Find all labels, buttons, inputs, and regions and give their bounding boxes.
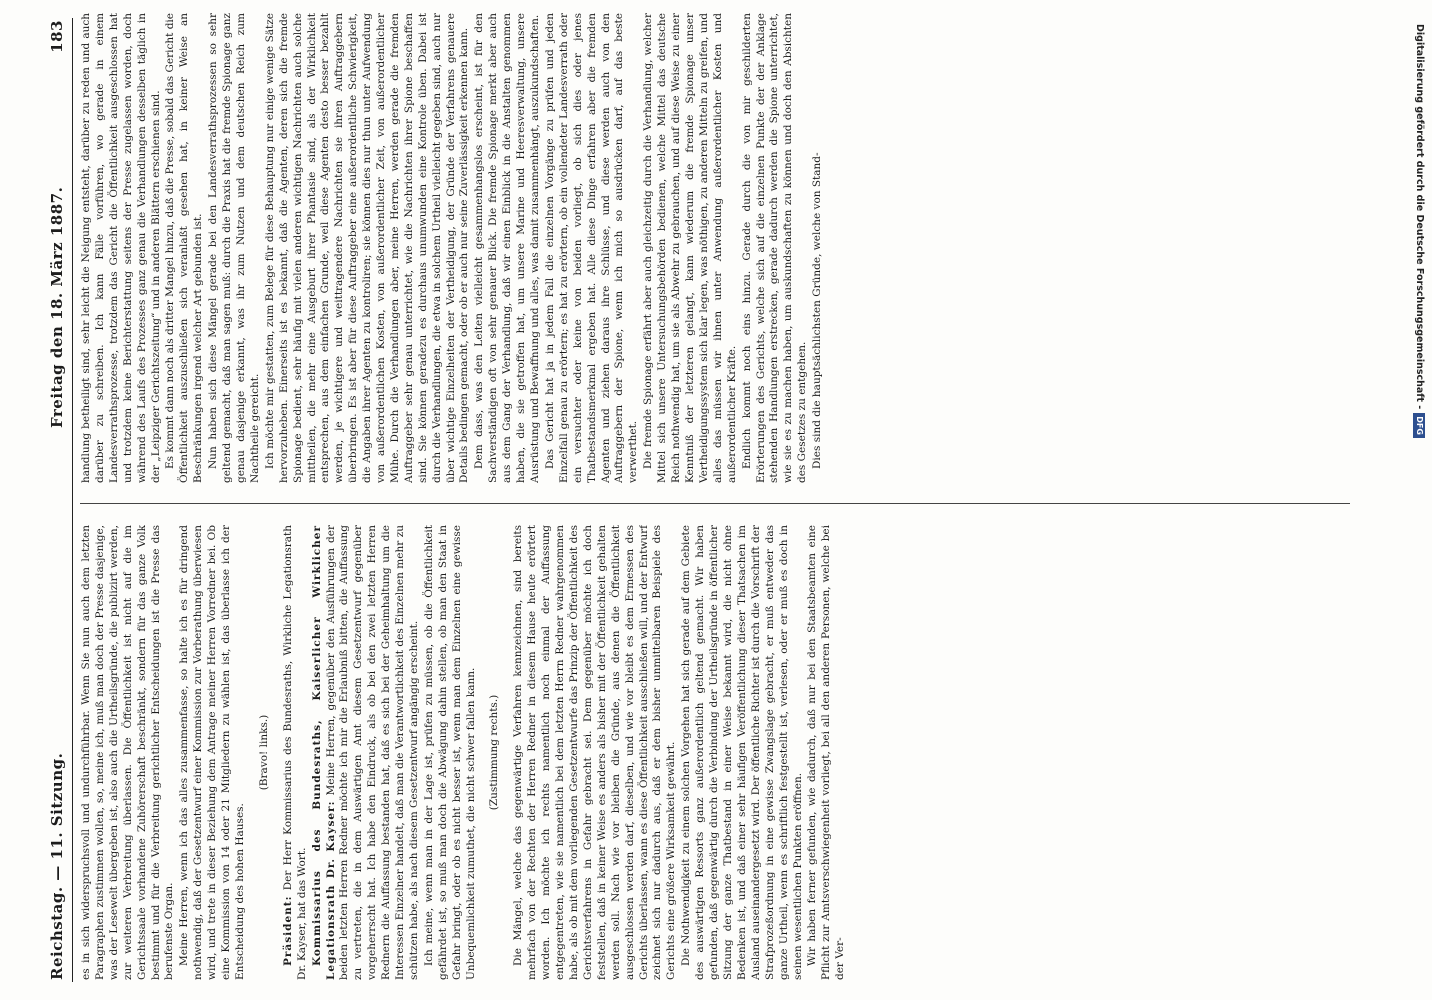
body-paragraph: handlung betheiligt sind, sehr leicht die Neigung entsteht, darüber zu reden und auch darüber zu schreiben. Ich kann Fälle vorführen, wo gerade in einem Landesverrathsprozesse, trotzdem das Gericht die Öffentlichkeit ausgeschlossen hat und trotzdem keine Berichterstattung seitens der Presse zugelassen worden, doch während des Laufs des Prozesses ganz genau die Verhandlungen desselben täglich in der „Leipziger Gerichtszeitung“ und in anderen Blättern erschienen sind.	[80, 13, 162, 483]
body-paragraph: Endlich kommt noch eins hinzu. Gerade durch die von mir geschilderten Erörterungen des Gerichts, welche sich auf die einzelnen Punkte der der Anklage stehenden Handlungen erstrecken, gerade dadurch werden die Spione unterrichtet, wie sie es zu machen haben, um auskundschaften zu können und doch den Absichten des Gesetzes zu entgehen.	[740, 13, 809, 483]
page-header	[48, 12, 70, 988]
stage-direction: (Zustimmung rechts.)	[488, 694, 501, 811]
speaker-name: Kommissarius des Bundesraths, Kaiserlicher Wirklicher Legationsrath Dr. Kayser:	[310, 525, 337, 980]
header-rule	[72, 18, 73, 982]
body-paragraph: Das Gericht hat ja in jedem Fall die einzelnen Vorgänge zu prüfen und jeden Einzelfall genau zu erörtern; es hat zu erörtern, ob ein vollendeter Landesverrath oder ein versuchter oder keine von beiden vorliegt, ob sich dies oder jenes Thatbestandsmerkmal ergeben hat. Alle diese Dinge erfahren aber die fremden Agenten und ziehen daraus ihre Schlüsse, und diese werden auch von den Auftraggebern der Spione, wenn ich mich so ausdrücken darf, auf das beste verwerthet.	[543, 13, 640, 483]
body-paragraph: Ich möchte mir gestatten, zum Belege für diese Behauptung nur einige wenige Sätze hervorzuheben. Einerseits ist es bekannt, daß die Agenten, deren sich die fremde Spionage bedient, sehr häufig mit vielen anderen wichtigen Nachrichten auch solche mittheilen, die mehr eine Ausgeburt ihrer Phantasie sind, als der Wirklichkeit entsprechen, aus dem einfachen Grunde, weil diese Agenten desto besser bezahlt werden, je wichtigere und weittragendere Nachrichten sie ihren Auftraggebern überbringen. Es ist aber für diese Auftraggeber eine außerordentliche Schwierigkeit, die Angaben ihrer Agenten zu kontroliren; sie können dies nur thun unter Aufwendung von außerordentlichen Kosten, von außerordentlicher Zeit, von außerordentlicher Mühe. Durch die Verhandlungen aber, meine Herren, werden gerade die fremden Auftraggeber sehr genau unterrichtet, wie die Nachrichten ihrer Spione beschaffen sind. Sie können geradezu es durchaus unumwunden eine Kontrole üben. Dabei ist durch die Verhandlungen, die etwa in solchem Urtheil vielleicht gegeben sind, auch nur über wichtige Einzelheiten der Vertheidigung, der Gründe der Verfahrens genauere Details bedingen gemacht, oder ob er auch nur seine Zuverlässigkeit erkennen kann.	[263, 13, 471, 483]
header-page-number: 183	[48, 20, 66, 53]
body-paragraph: Die Nothwendigkeit zu einem solchen Vorgehen hat sich gerade auf dem Gebiete des auswärtigen Ressorts ganz außerordentlich geltend gemacht. Wir haben gefunden, daß gegenwärtig durch die Verbindung der Urtheilsgründe in öffentlicher Sitzung der ganze Thatbestand in einer Weise bekannt wird, die nicht ohne Bedenken ist, und daß einer sehr häufigen Veröffentlichung dieser Thatsachen im Ausland auseinandergesetzt wird. Der öffentliche Richter ist durch die Vorschrift der Strafprozeßordnung in eine gewisse Zwangslage gebracht, er muß entweder das ganze Urtheil, wenn es schriftlich festgestellt ist, verlesen, oder er muß es doch in seinen wesentlichen Punkten eröffnen.	[680, 525, 804, 980]
body-paragraph: es in sich widerspruchsvoll und undurchführbar. Wenn Sie nun auch dem letzten Paragraphen zustimmen wollen, so, meine ich, muß man doch der Presse dasjenige, was der Lesewelt übergeben ist, also auch die Urtheilsgründe, die publizirt werden, zur weiteren Verbreitung überlassen. Die Öffentlichkeit ist nicht auf die im Gerichtssaale vorhandene Zuhörerschaft beschränkt, sondern für das ganze Volk bestimmt und für die Verbreitung gerichtlicher Entscheidungen ist die Presse das berufenste Organ.	[80, 525, 176, 980]
speech-text: Der Herr Kommissarius des Bundesraths, Wirkliche Legationsrath Dr. Kayser, hat das Wort.	[281, 525, 308, 980]
dfg-logo: DFG	[1414, 413, 1426, 438]
body-paragraph: Die Mängel, welche das gegenwärtige Verfahren kennzeichnen, sind bereits mehrfach von der Rechten der Herren Redner in diesem Hause heute erörtert worden. Ich möchte ich rechts namentlich noch einmal der Auffassung entgegentreten, wie sie namentlich bei dem letzten Herrn Redner wahrgenommen habe, als ob mit dem vorliegenden Gesetzentwurfe das Prinzip der Öffentlichkeit des Gerichtsverfahrens in Gefahr gebracht sei. Dem gegenüber möchte ich doch feststellen, daß in keiner Weise es anders als bisher mit der Öffentlichkeit gehalten werden soll. Nach wie vor bleiben die Gründe, aus denen die Öffentlichkeit ausgeschlossen werden darf, dieselben, und wie vor bleibt es dem Ermessen des Gerichts überlassen, wann es diese Öffentlichkeit ausschließen will, und der Entwurf zeichnet sich nur dadurch aus, daß er dem bisher unmittelbaren Beispiele des Gerichts eine größere Wirksamkeit gewährt.	[512, 525, 678, 980]
speaker-paragraph	[282, 525, 310, 980]
digitization-note: Digitalisierung gefördert durch die Deutsche Forschungsgemeinschaft -	[1414, 24, 1425, 410]
speaker-paragraph	[311, 525, 422, 980]
column-divider	[80, 503, 1350, 504]
body-paragraph: Dies sind die hauptsächlichsten Gründe, welche von Stand-	[811, 152, 824, 469]
text-column-right	[80, 13, 1350, 483]
body-paragraph: Es kommt dann noch als dritter Mangel hinzu, daß die Presse, sobald das Gericht die Öffentlichkeit auszuschließen sich veranlaßt gesehen hat, in keiner Weise an Beschränkungen irgend welcher Art gebunden ist.	[164, 13, 205, 483]
body-paragraph: Nun haben sich diese Mängel gerade bei den Landesverrathsprozessen so sehr geltend gemacht, daß man sagen muß: durch die Praxis hat die fremde Spionage ganz genau dasjenige erkannt, was ihr zum Nutzen und dem deutschen Reich zum Nachtheile gereicht.	[207, 13, 261, 483]
body-paragraph: Die fremde Spionage erfährt aber auch gleichzeitig durch die Verhandlung, welcher Mittel sich unsere Untersuchungsbehörden bedienen, welche Mittel das deutsche Reich nothwendig hat, um sie als Abwehr zu gebrauchen, und auf diese Weise zu einer Kenntniß der letzteren gelangt, kann wiederum die fremde Spionage unser Vertheidigungssystem sich klar legen, was nöthigen, zu anderen Mitteln zu greifen, und alles das müssen wir ihnen unter Anwendung außerordentlicher Kosten und außerordentlicher Kräfte.	[642, 13, 738, 483]
digitization-sidebar	[1410, 24, 1430, 984]
body-paragraph: Ich meine, wenn man in der Lage ist, prüfen zu müssen, ob die Öffentlichkeit gefährdet ist, so muß man doch die Abwägung dahin stellen, ob man den Staat in Gefahr bringt, oder ob es nicht besser ist, wenn man dem Einzelnen eine gewisse Unbequemlichkeit zumuthet, die nicht schwer fallen kann.	[422, 525, 477, 980]
speaker-name: Präsident:	[281, 895, 294, 966]
digitization-credit	[1410, 24, 1428, 984]
header-date: Freitag den 18. März 1887.	[48, 186, 66, 428]
body-paragraph: Dem dass, was den Leiten vielleicht gesammenhangslos erscheint, ist für den Sachverständigen oft von sehr genauer Blick. Die fremde Spionage merkt aber auch aus dem Gang der Verhandlung, daß wir einen Einblick in die Anstalten genommen haben, die sie getroffen hat, um unsere Marine und Heeresverwaltung, unsere Ausrüstung und Bewaffnung und alles, was damit zusammenhängt, auszukundschaften.	[473, 13, 541, 483]
body-paragraph: Wir haben ferner gefunden, wie dadurch, daß nur bei den Staatsbeamten eine Pflicht zur Amtsverschwiegenheit vorliegt, bei all den anderen Personen, welche bei der Ver-	[806, 525, 847, 980]
text-column-left	[80, 525, 1350, 980]
speech-text: Meine Herren, gegenüber den Ausführungen der beiden letzten Herren Redner möchte ich mir die Erlaubniß bitten, die Auffassung zu vertreten, die in dem Auswärtigen Amt diesem Gesetzentwurf gegenüber vorgeherrscht hat. Ich habe den Eindruck, als ob bei den zwei letzten Herren Rednern die Auffassung bestanden hat, daß es sich bei der Geheimhaltung um die Interessen Einzelner handelt, daß man die Verantwortlichkeit des Einzelnen mehr zu schützen habe, als nach diesem Gesetzentwurf angängig erscheint.	[324, 525, 420, 980]
header-session: Reichstag. — 11. Sitzung.	[48, 752, 66, 980]
stage-direction: (Bravo! links.)	[257, 714, 270, 791]
body-paragraph: Meine Herren, wenn ich das alles zusammenfasse, so halte ich es für dringend nothwendig, daß der Gesetzentwurf einer Kommission zur Vorberathung überwiesen wird, und trete in dieser Beziehung dem Antrage meiner Herren Vorredner bei. Ob eine Kommission von 14 oder 21 Mitgliedern zu wählen ist, das überlasse ich der Entscheidung des hohen Hauses.	[178, 525, 246, 980]
